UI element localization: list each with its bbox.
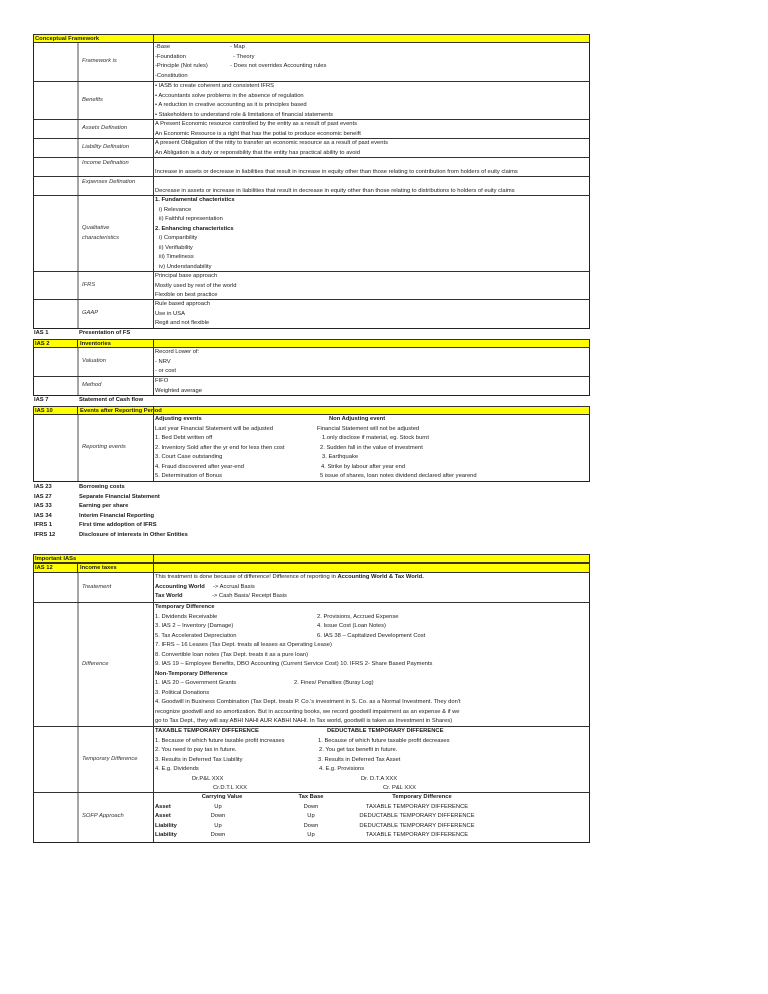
text-line: A present Obligation of the ntity to transfer an economic resource as a result of past events [155, 140, 388, 146]
label-cell [77, 158, 153, 176]
table-cell: Up [214, 822, 222, 829]
text-line: 3. Political Donations [155, 689, 210, 696]
bullet-line: • A reduction in creative accounting as it is principles based [155, 102, 307, 108]
content-cell [153, 177, 589, 195]
text-line: A Present Economic resource controlled by the entity as a result of past events [155, 121, 358, 127]
text-line: 3. Results in Deferred Tax Asset [318, 756, 401, 763]
table-cell: Down [210, 813, 226, 819]
table-cell: Up [214, 803, 222, 810]
standard-title: Earning per share [79, 503, 129, 509]
standard-title: Inventories [80, 341, 111, 347]
standard-code: IAS 7 [34, 397, 49, 403]
row-benefits [33, 82, 590, 120]
section-title: Important IASs [35, 556, 77, 562]
text-line: 2. You get tax benefit in future. [319, 747, 398, 753]
table-header: Temporary Difference [392, 794, 452, 800]
standard-code: IAS 2 [35, 341, 50, 347]
text-line: 2. You need to pay tax in future. [155, 747, 237, 753]
text-line: - or cost [155, 368, 176, 374]
table-header: Carrying Value [201, 794, 243, 800]
row-treatment [33, 573, 590, 603]
text-line: -Foundation [155, 53, 186, 60]
term-label: Tax World [155, 593, 183, 599]
label-cell [77, 377, 153, 395]
journal-debit: Dr. D.T.A XXX [361, 775, 398, 782]
text-line: 8. Convertible loan notes (Tax Dept. treats it as a pure loan) [155, 651, 309, 658]
table-cell: Asset [155, 803, 171, 810]
table-cell: Down [303, 803, 319, 810]
label-cell [77, 43, 153, 81]
text-line: 6. IAS 38 – Capitalized Development Cost [317, 632, 426, 639]
column-heading: DEDUCTABLE TEMPORARY DIFFERENCE [327, 728, 444, 734]
row-label: Income Defination [82, 160, 129, 166]
standard-code: IAS 33 [34, 503, 52, 509]
text-line: ii) Faithful representation [159, 216, 223, 222]
text-line: 2. Sudden fall in the value of investment [320, 444, 423, 451]
table-cell: Liability [155, 832, 177, 838]
label-cell [77, 300, 153, 328]
table-cell: DEDUCTABLE TEMPORARY DIFFERENCE [359, 822, 475, 829]
row-label: Qualitative [82, 225, 110, 231]
row-label: Treatement [82, 584, 112, 590]
section-header-ias10 [33, 406, 590, 415]
text-line: 1. Dividends Receivable [155, 613, 218, 620]
content-cell [153, 348, 589, 376]
table-cell: Asset [155, 813, 171, 819]
table-cell: Down [303, 822, 319, 829]
row-liability-definition [33, 139, 590, 158]
text-line: Principal base approach [155, 273, 218, 279]
text-line: -Constitution [155, 72, 188, 79]
text-line: 2. Provisions, Accrued Expense [317, 613, 399, 620]
label-cell [77, 120, 153, 138]
text-line: 5 issue of shares, loan notes dividend declared after yearend [320, 473, 477, 479]
standard-code: IAS 12 [35, 565, 53, 571]
text-line: FIFO [155, 378, 169, 384]
table-cell: DEDUCTABLE TEMPORARY DIFFERENCE [359, 813, 475, 819]
content-cell [153, 196, 589, 271]
section-header-ias12 [33, 563, 590, 573]
text-line: An Economic Resource is a right that has the potial to produce economic beneift [155, 130, 361, 137]
row-temporary-difference [33, 727, 590, 793]
text-line: -Base [155, 44, 171, 50]
row-label: Benefits [82, 97, 103, 103]
content-cell [153, 139, 589, 157]
text-line: 3. Court Case outstanding [155, 454, 223, 460]
text-line: 4. Strike by labour after year end [321, 463, 406, 470]
text-line: Increase in assets or decrease in liabilities that result in increase in equity other than those relating to contribution from holders of euity claims [155, 168, 518, 175]
text-line: Regit and not flexible [155, 320, 210, 326]
label-cell [77, 603, 153, 726]
text-line: Decrease in assets or increase in liabilities that result in decrease in equity other than those relating to distributions to holders of euity claims [155, 187, 515, 194]
intro-emphasis: Accounting World & Tax World. [337, 574, 424, 580]
text-line: 5. Tax Accelerated Depreciation [155, 632, 237, 639]
text-line: 9. IAS 19 – Employee Benefits, DBO Accounting (Current Service Cost) 10. IFRS 2- Share Based Payments [155, 661, 433, 667]
row-difference [33, 603, 590, 727]
divider [77, 340, 78, 347]
sofp-table [153, 793, 589, 842]
row-framework [33, 43, 590, 82]
divider [153, 35, 154, 42]
standard-title: Presentation of FS [79, 330, 131, 336]
row-label: Valuation [82, 358, 106, 364]
table-cell: Up [307, 813, 315, 819]
text-line: 4. Goodwill in Business Combination (Tax Dept. treats P. Co.'s investment in S. Co. as a Normal Investment. They don't [155, 699, 461, 705]
text-line: 1. Because of which future taxable profit increases [155, 737, 285, 744]
text-line: - NRV [155, 358, 171, 365]
bullet-line: • Accountants solve problems in the absence of regulation [155, 92, 304, 99]
standard-title: Separate Financial Statement [79, 493, 160, 500]
text-line: Financial Statement will not be adjusted [317, 425, 420, 432]
standard-title: Borrowing costs [79, 484, 125, 490]
text-line: 2. Inventory Sold after the yr end for less then cost [155, 444, 285, 451]
row-label: Difference [82, 661, 109, 667]
label-cell [77, 272, 153, 299]
table-cell: TAXABLE TEMPORARY DIFFERENCE [365, 803, 469, 810]
text-line: Flexible on best practice [155, 292, 218, 298]
heading-line: Temporary Difference [155, 604, 215, 610]
section-title: Conceptual Framework [35, 36, 100, 42]
heading-line: 2. Enhancing characteristics [155, 225, 234, 232]
heading-line: 1. Fundamental chacteristics [155, 197, 235, 203]
divider [77, 564, 78, 572]
text-line: An Abligation is a duty or reponsibility that the entity has practical ability to avoid [155, 149, 360, 156]
divider [153, 340, 154, 347]
heading-line: Non-Temporary Difference [155, 670, 228, 677]
row-label: Reporting events [82, 444, 126, 450]
standard-title: Interim Financial Reporting [79, 512, 155, 519]
label-cell [77, 415, 153, 481]
content-cell [153, 82, 589, 119]
label-cell [77, 573, 153, 602]
row-label: Assets Defination [82, 125, 128, 131]
standard-title: Statement of Cash flow [79, 397, 144, 403]
text-line: Record Lower of: [155, 349, 200, 355]
column-heading: Adjusting events [155, 416, 202, 422]
content-cell [153, 300, 589, 328]
label-cell [77, 793, 153, 842]
row-assets-definition [33, 120, 590, 139]
row-label: Expenses Defination [82, 179, 136, 185]
row-label: characteristics [82, 234, 120, 241]
content-cell [153, 377, 589, 395]
text-line: 4. Issue Cost (Loan Notes) [317, 623, 386, 629]
bullet-line: • Stakeholders to understand role & limitations of financial statements [155, 111, 333, 118]
standard-code: IAS 34 [34, 512, 52, 519]
text-line: Rule based approach [155, 301, 211, 307]
row-sofp-approach [33, 793, 590, 843]
content-cell [153, 158, 589, 176]
standard-title: Events after Reporting Period [80, 408, 162, 414]
text-line: 1. Because of which future taxable profit decreases [318, 737, 450, 744]
section-header-conceptual-framework [33, 34, 590, 43]
table-cell: TAXABLE TEMPORARY DIFFERENCE [365, 832, 469, 838]
text-line: Mostly used by rest of the world [155, 282, 237, 289]
text-line: iii) Timeliness [159, 254, 194, 260]
column-heading: TAXABLE TEMPORARY DIFFERENCE [155, 728, 259, 734]
content-cell [153, 120, 589, 138]
divider [153, 407, 154, 414]
text-line: 1.only disclose if material, eg. Stock burnt [322, 435, 429, 441]
row-label: Method [82, 382, 102, 388]
content-cell [153, 573, 589, 602]
text-line: 4. Fraud discovered after year-end [155, 463, 244, 470]
text-line: ii) Verifiability [159, 244, 193, 251]
row-label: Liability Defination [82, 144, 130, 150]
text-line: recognize goodwill and so amortization. But in accounting books, we record goodwill impairment as an expense & if we [155, 708, 460, 715]
text-line: Use in USA [155, 310, 185, 317]
text-line: 5. Determination of Bonus [155, 473, 223, 479]
standard-title: First time addoption of IFRS [79, 522, 157, 528]
row-method [33, 377, 590, 396]
text-line: 3. Earthquake [322, 454, 359, 460]
row-reporting-events [33, 415, 590, 482]
content-cell [153, 43, 589, 81]
term-value: -> Accrual Basis [213, 583, 255, 590]
section-header-important-ias [33, 554, 590, 563]
standard-title: Disclosure of interests in Other Entities [79, 531, 188, 538]
text-line: 3. IAS 2 – Inventory (Damage) [155, 623, 234, 629]
row-qualitative-characteristics [33, 196, 590, 272]
row-label: IFRS [82, 282, 96, 288]
section-header-ias2 [33, 339, 590, 348]
content-cell [153, 727, 589, 792]
text-line: i) Relevance [159, 206, 192, 213]
content-cell [153, 415, 589, 481]
journal-credit: Cr.D.T.L XXX [213, 785, 247, 791]
row-valuation [33, 348, 590, 377]
content-cell [153, 603, 589, 726]
journal-credit: Cr. P&L XXX [383, 785, 416, 791]
row-label: Framework is [82, 58, 117, 64]
row-gaap [33, 300, 590, 329]
text-line: iv) Understandability [159, 263, 212, 270]
text-line: Last year Financial Statement will be adjusted [155, 425, 273, 432]
divider [153, 564, 154, 572]
label-cell [77, 348, 153, 376]
standard-code: IAS 23 [34, 484, 52, 490]
intro-text: This treatment is done because of difference! Difference of reporting in [155, 574, 338, 580]
table-cell: Up [307, 832, 315, 838]
text-line: 3. Results in Deferred Tax Liability [155, 756, 243, 763]
row-label: SOFP Approach [82, 813, 124, 819]
table-header: Tax Base [298, 794, 324, 800]
text-line: - Theory [233, 53, 255, 60]
text-line: 7. IFRS – 16 Leases (Tax Dept. treats all leases as Operating Lease) [155, 642, 332, 648]
table-cell: Liability [155, 822, 177, 829]
text-line: 1. Bed Debt written off [155, 435, 213, 441]
journal-debit: Dr.P&L XXX [192, 775, 224, 782]
text-line: - Map [230, 44, 245, 50]
label-cell [77, 139, 153, 157]
standard-code: IAS 1 [34, 330, 49, 336]
column-heading: Non Adjusting event [329, 416, 386, 422]
label-cell [77, 177, 153, 195]
term-value: -> Cash Basis/ Receipt Basis [212, 593, 287, 599]
table-cell: Down [210, 832, 226, 838]
row-ifrs [33, 272, 590, 300]
row-income-definition [33, 158, 590, 177]
standard-code: IAS 10 [35, 408, 53, 414]
standard-title: Income taxes [80, 565, 117, 571]
text-line: 4. E.g. Dividends [155, 766, 199, 772]
divider [77, 407, 78, 414]
standard-code: IFRS 12 [34, 531, 56, 538]
text-line: 1. IAS 20 – Government Grants [155, 680, 237, 686]
row-label: GAAP [82, 310, 99, 316]
text-line: go to Tax Dept., they will say ABHI NAHI AUR KABHI NAHI. In Tax world, goodwill is taken as Investment in Shares) [155, 718, 453, 724]
standard-code: IAS 27 [34, 493, 52, 500]
row-expenses-definition [33, 177, 590, 196]
text-line: 4. E.g. Provisions [319, 766, 365, 772]
term-label: Accounting World [155, 583, 205, 590]
bullet-line: • IASB to create coherent and consistent IFRS [155, 83, 274, 89]
text-line: -Principle (Not rules) [155, 63, 208, 69]
row-label: Temporary Difference [82, 756, 138, 762]
content-cell [153, 272, 589, 299]
standard-code: IFRS 1 [34, 522, 53, 528]
text-line: i) Comparibility [159, 235, 198, 241]
text-line [155, 573, 424, 583]
divider [153, 555, 154, 562]
label-cell [77, 727, 153, 792]
label-cell [77, 196, 153, 271]
label-cell [77, 82, 153, 119]
text-line: Weighted average [155, 387, 202, 394]
text-line: - Does not overrides Accounting rules [230, 63, 327, 69]
text-line: 2. Fines/ Penalties (Buray Log) [294, 680, 374, 686]
